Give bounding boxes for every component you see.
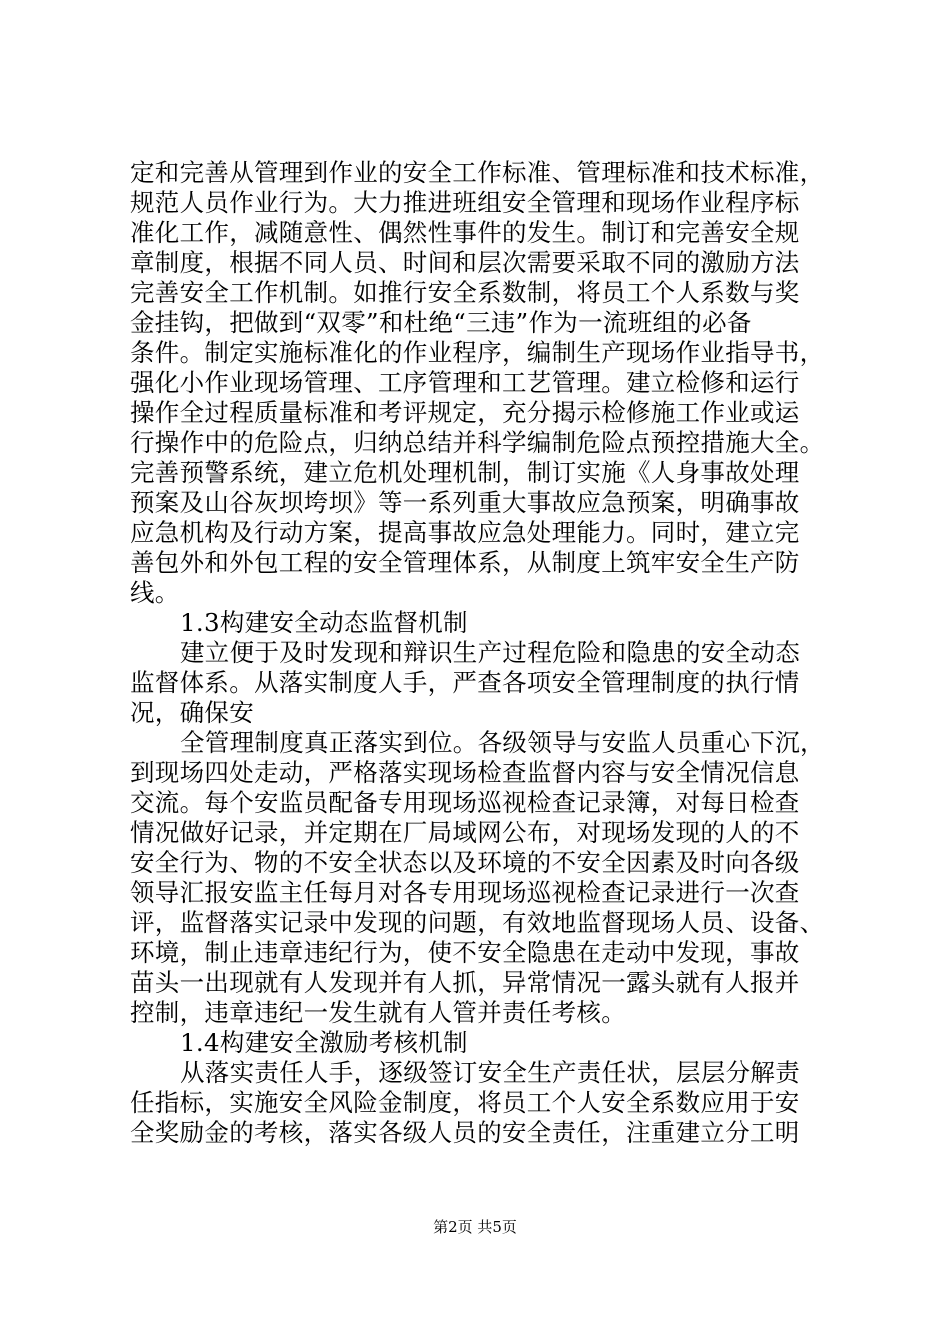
text-line: 规范人员作业行为。大力推进班组安全管理和现场作业程序标	[130, 188, 800, 217]
text-line: 情况做好记录，并定期在厂局域网公布，对现场发现的人的不	[130, 818, 800, 847]
page-footer	[0, 1217, 950, 1237]
text-line: 行操作中的危险点，归纳总结并科学编制危险点预控措施大全。	[130, 428, 825, 457]
text-line: 控制，违章违纪一发生就有人管并责任考核。	[130, 998, 626, 1027]
text-line: 苗头一出现就有人发现并有人抓，异常情况一露头就有人报并	[130, 968, 800, 997]
text-line: 定和完善从管理到作业的安全工作标准、管理标准和技术标准，	[130, 158, 825, 187]
text-line: 到现场四处走动，严格落实现场检查监督内容与安全情况信息	[130, 758, 800, 787]
text-line: 预案及山谷灰坝垮坝》等一系列重大事故应急预案，明确事故	[130, 488, 800, 517]
page-number: 第2页 共5页	[433, 1218, 517, 1236]
text-line: 安全行为、物的不安全状态以及环境的不安全因素及时向各级	[130, 848, 800, 877]
text-line: 金挂钩，把做到“双零”和杜绝“三违”作为一流班组的必备	[130, 308, 752, 337]
section-heading: 1.3构建安全动态监督机制	[180, 608, 468, 637]
text-line: 强化小作业现场管理、工序管理和工艺管理。建立检修和运行	[130, 368, 800, 397]
paragraph-first-line: 从落实责任人手，逐级签订安全生产责任状，层层分解责	[180, 1058, 800, 1087]
text-line: 线。	[130, 578, 180, 607]
body-text	[130, 158, 830, 1148]
text-line: 操作全过程质量标准和考评规定，充分揭示检修施工作业或运	[130, 398, 800, 427]
text-line: 况，确保安	[130, 698, 254, 727]
text-line: 完善预警系统，建立危机处理机制，制订实施《人身事故处理	[130, 458, 800, 487]
text-line: 领导汇报安监主任每月对各专用现场巡视检查记录进行一次查	[130, 878, 800, 907]
paragraph-first-line: 全管理制度真正落实到位。各级领导与安监人员重心下沉，	[180, 728, 825, 757]
text-line: 善包外和外包工程的安全管理体系，从制度上筑牢安全生产防	[130, 548, 800, 577]
paragraph-first-line: 建立便于及时发现和辩识生产过程危险和隐患的安全动态	[180, 638, 800, 667]
section-heading: 1.4构建安全激励考核机制	[180, 1028, 468, 1057]
text-line: 准化工作，减随意性、偶然性事件的发生。制订和完善安全规	[130, 218, 800, 247]
text-line: 监督体系。从落实制度人手，严查各项安全管理制度的执行情	[130, 668, 800, 697]
text-line: 环境，制止违章违纪行为，使不安全隐患在走动中发现，事故	[130, 938, 800, 967]
text-line: 应急机构及行动方案，提高事故应急处理能力。同时，建立完	[130, 518, 800, 547]
text-line: 评，监督落实记录中发现的问题，有效地监督现场人员、设备、	[130, 908, 825, 937]
text-line: 条件。制定实施标准化的作业程序，编制生产现场作业指导书，	[130, 338, 825, 367]
text-line: 交流。每个安监员配备专用现场巡视检查记录簿，对每日检查	[130, 788, 800, 817]
text-line: 章制度，根据不同人员、时间和层次需要采取不同的激励方法	[130, 248, 800, 277]
text-line: 完善安全工作机制。如推行安全系数制，将员工个人系数与奖	[130, 278, 800, 307]
text-line: 全奖励金的考核，落实各级人员的安全责任，注重建立分工明	[130, 1118, 800, 1147]
text-line: 任指标，实施安全风险金制度，将员工个人安全系数应用于安	[130, 1088, 800, 1117]
